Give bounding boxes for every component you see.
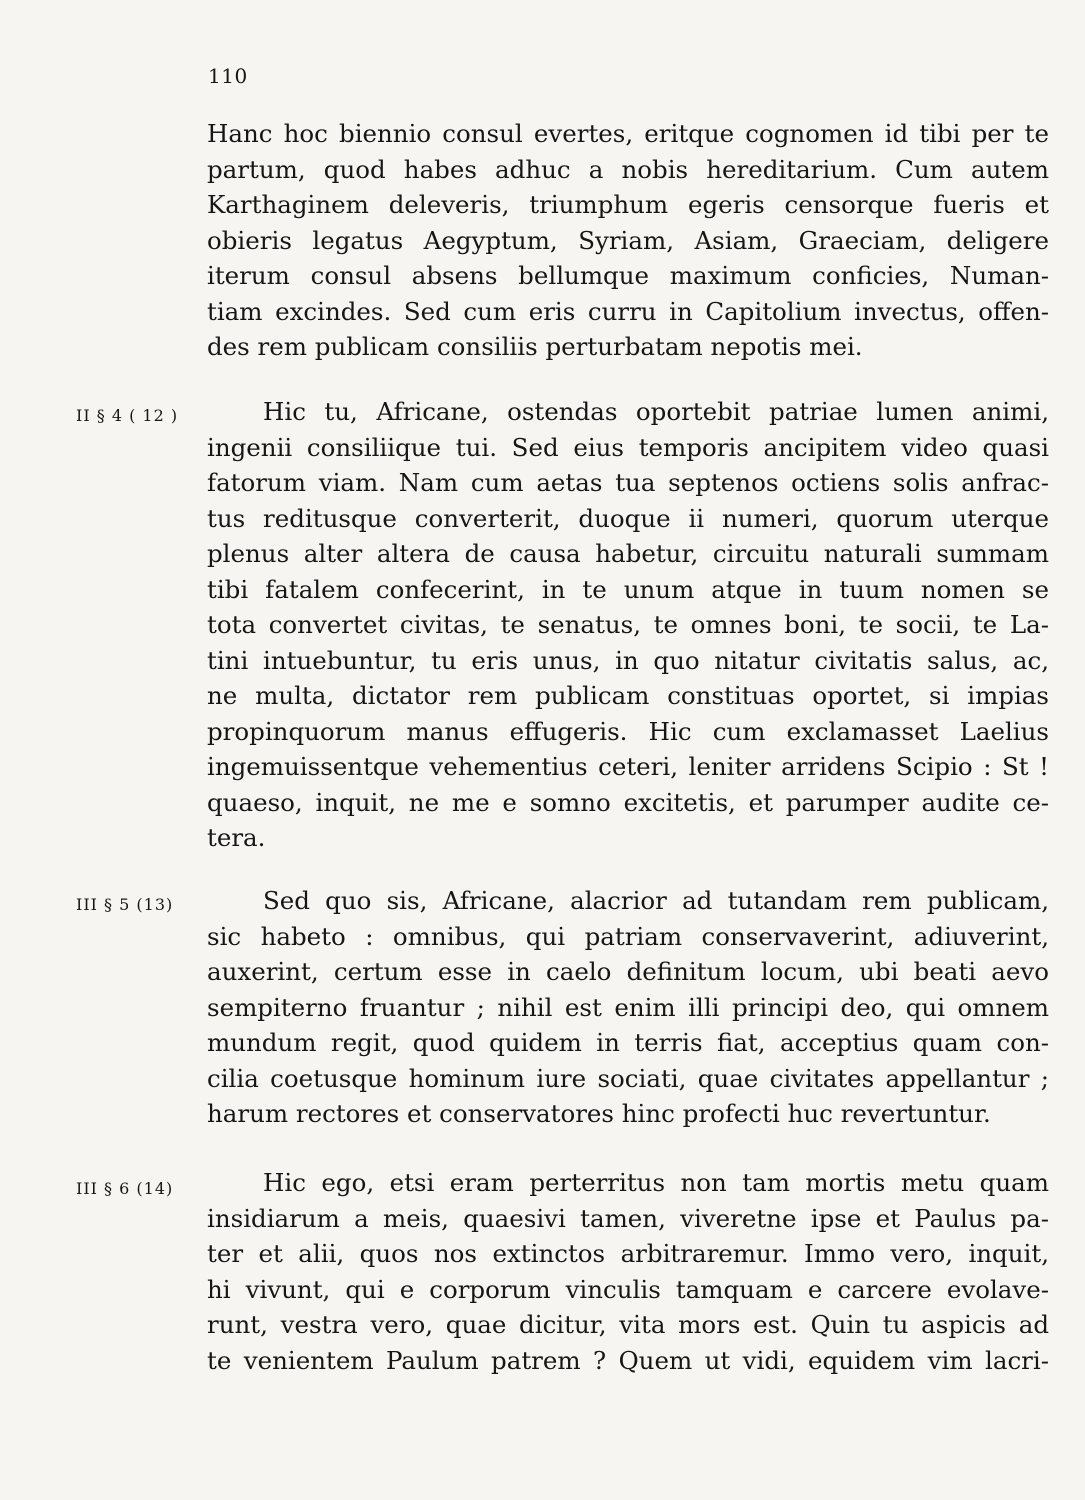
text-line: ter et alii, quos nos extinctos arbitraremur. Immo vero, inquit, bbox=[207, 1239, 1049, 1268]
text-line: ingenii consiliique tui. Sed eius temporis ancipitem video quasi bbox=[207, 432, 1049, 462]
text-line: plenus alter altera de causa habetur, circuitu naturali summam bbox=[207, 539, 1049, 568]
text-line: iterum consul absens bellumque maximum conficies, Numan- bbox=[207, 261, 1049, 290]
paragraph-text bbox=[207, 394, 1049, 856]
text-line: tiam excindes. Sed cum eris curru in Capitolium invectus, offen- bbox=[207, 296, 1049, 326]
text-line: insidiarum a meis, quaesivi tamen, viveretne ipse et Paulus pa- bbox=[207, 1203, 1049, 1233]
text-line: sic habeto : omnibus, qui patriam conservaverint, adiuverint, bbox=[207, 921, 1049, 951]
text-line: ne multa, dictator rem publicam constituas oportet, si impias bbox=[207, 681, 1049, 710]
page-number: 110 bbox=[208, 64, 248, 88]
text-line: Hic tu, Africane, ostendas oportebit patriae lumen animi, bbox=[263, 397, 1049, 426]
text-line: fatorum viam. Nam cum aetas tua septenos octiens solis anfrac- bbox=[207, 468, 1049, 497]
text-line: cilia coetusque hominum iure sociati, quae civitates appellantur ; bbox=[207, 1063, 1049, 1093]
text-line: Sed quo sis, Africane, alacrior ad tutandam rem publicam, bbox=[263, 886, 1049, 915]
paragraph-text bbox=[207, 1165, 1049, 1378]
text-line: partum, quod habes adhuc a nobis hereditarium. Cum autem bbox=[207, 154, 1049, 184]
margin-reference: III § 5 (13) bbox=[76, 895, 174, 914]
text-line: runt, vestra vero, quae dicitur, vita mors est. Quin tu aspicis ad bbox=[207, 1310, 1049, 1339]
text-line: ingemuissentque vehementius ceteri, leniter arridens Scipio : St ! bbox=[207, 752, 1049, 781]
text-line: tini intuebuntur, tu eris unus, in quo nitatur civitatis salus, ac, bbox=[207, 645, 1049, 675]
text-line: auxerint, certum esse in caelo definitum locum, ubi beati aevo bbox=[207, 957, 1049, 986]
text-line: Hic ego, etsi eram perterritus non tam mortis metu quam bbox=[263, 1168, 1049, 1197]
text-line: mundum regit, quod quidem in terris fiat, acceptius quam con- bbox=[207, 1028, 1049, 1057]
text-line: tus reditusque converterit, duoque ii numeri, quorum uterque bbox=[207, 503, 1049, 533]
text-line: quaeso, inquit, ne me e somno excitetis, et parumper audite ce- bbox=[207, 787, 1049, 817]
text-line: tibi fatalem confecerint, in te unum atque in tuum nomen se bbox=[207, 574, 1049, 604]
text-line: sempiterno fruantur ; nihil est enim illi principi deo, qui omnem bbox=[207, 992, 1049, 1022]
paragraph-text bbox=[207, 883, 1049, 1132]
text-line: obieris legatus Aegyptum, Syriam, Asiam, Graeciam, deligere bbox=[207, 225, 1049, 255]
text-line: harum rectores et conservatores hinc profecti huc revertuntur. bbox=[207, 1099, 991, 1128]
text-line: tota convertet civitas, te senatus, te omnes boni, te socii, te La- bbox=[207, 610, 1049, 639]
text-line: propinquorum manus effugeris. Hic cum exclamasset Laelius bbox=[207, 716, 1049, 746]
text-line: Karthaginem deleveris, triumphum egeris censorque fueris et bbox=[207, 190, 1049, 219]
margin-reference: II § 4 ( 12 ) bbox=[76, 406, 179, 425]
text-line: te venientem Paulum patrem ? Quem ut vidi, equidem vim lacri- bbox=[207, 1345, 1049, 1375]
paragraph-text bbox=[207, 116, 1049, 365]
text-line: des rem publicam consiliis perturbatam nepotis mei. bbox=[207, 332, 863, 361]
text-line: hi vivunt, qui e corporum vinculis tamquam e carcere evolave- bbox=[207, 1274, 1049, 1304]
text-line: tera. bbox=[207, 823, 266, 852]
margin-reference: III § 6 (14) bbox=[76, 1179, 174, 1198]
text-line: Hanc hoc biennio consul evertes, eritque cognomen id tibi per te bbox=[207, 119, 1049, 148]
